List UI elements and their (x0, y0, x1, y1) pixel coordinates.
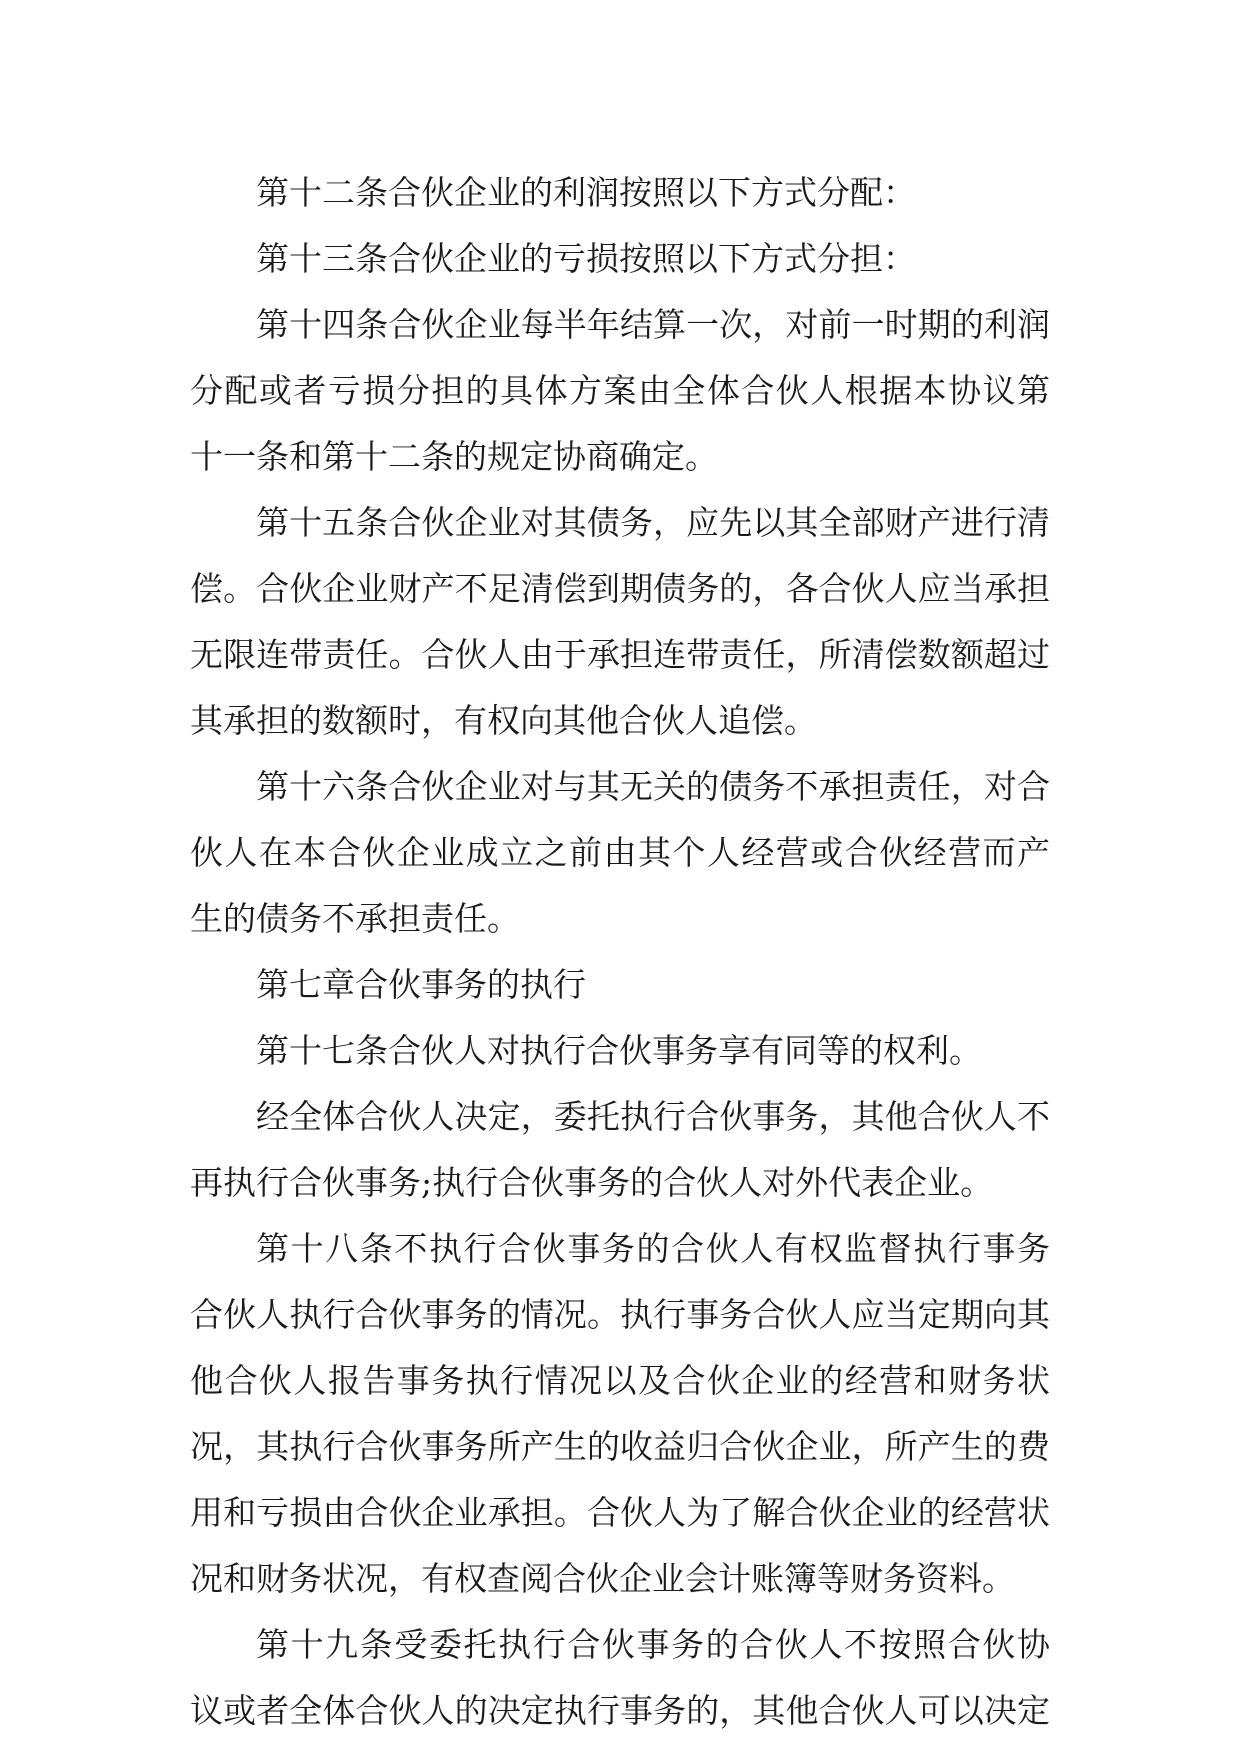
document-body (190, 160, 1050, 1744)
chapter-7-heading: 第七章合伙事务的执行 (256, 965, 586, 1004)
article-14-line-2: 分配或者亏损分担的具体方案由全体合伙人根据本协议第 (190, 371, 1050, 410)
article-18-line-6: 况和财务状况，有权查阅合伙企业会计账簿等财务资料。 (190, 1559, 1015, 1598)
article-12-line-1: 第十二条合伙企业的利润按照以下方式分配： (256, 173, 916, 212)
article-14-line-3: 十一条和第十二条的规定协商确定。 (190, 437, 718, 476)
article-14-line-1: 第十四条合伙企业每半年结算一次，对前一时期的利润 (256, 305, 1050, 344)
article-19-line-2: 议或者全体合伙人的决定执行事务的，其他合伙人可以决定 (190, 1691, 1050, 1730)
article-18-line-4: 况，其执行合伙事务所产生的收益归合伙企业，所产生的费 (190, 1427, 1050, 1466)
article-17-para-2-line-1: 经全体合伙人决定，委托执行合伙事务，其他合伙人不 (256, 1097, 1050, 1136)
article-16-line-1: 第十六条合伙企业对与其无关的债务不承担责任，对合 (256, 767, 1050, 806)
article-19-line-1: 第十九条受委托执行合伙事务的合伙人不按照合伙协 (256, 1625, 1050, 1664)
article-18-line-1: 第十八条不执行合伙事务的合伙人有权监督执行事务 (256, 1229, 1050, 1268)
article-15-line-3: 无限连带责任。合伙人由于承担连带责任，所清偿数额超过 (190, 635, 1050, 674)
article-15-line-2: 偿。合伙企业财产不足清偿到期债务的，各合伙人应当承担 (190, 569, 1050, 608)
article-16-line-2: 伙人在本合伙企业成立之前由其个人经营或合伙经营而产 (190, 833, 1050, 872)
article-18-line-5: 用和亏损由合伙企业承担。合伙人为了解合伙企业的经营状 (190, 1493, 1050, 1532)
article-15-line-4: 其承担的数额时，有权向其他合伙人追偿。 (190, 701, 817, 740)
article-17-line-1: 第十七条合伙人对执行合伙事务享有同等的权利。 (256, 1031, 982, 1070)
article-16-line-3: 生的债务不承担责任。 (190, 899, 520, 938)
article-18-line-3: 他合伙人报告事务执行情况以及合伙企业的经营和财务状 (190, 1361, 1050, 1400)
article-15-line-1: 第十五条合伙企业对其债务，应先以其全部财产进行清 (256, 503, 1050, 542)
article-13-line-1: 第十三条合伙企业的亏损按照以下方式分担： (256, 239, 916, 278)
article-17-para-2-line-2: 再执行合伙事务;执行合伙事务的合伙人对外代表企业。 (190, 1163, 994, 1202)
article-18-line-2: 合伙人执行合伙事务的情况。执行事务合伙人应当定期向其 (190, 1295, 1050, 1334)
